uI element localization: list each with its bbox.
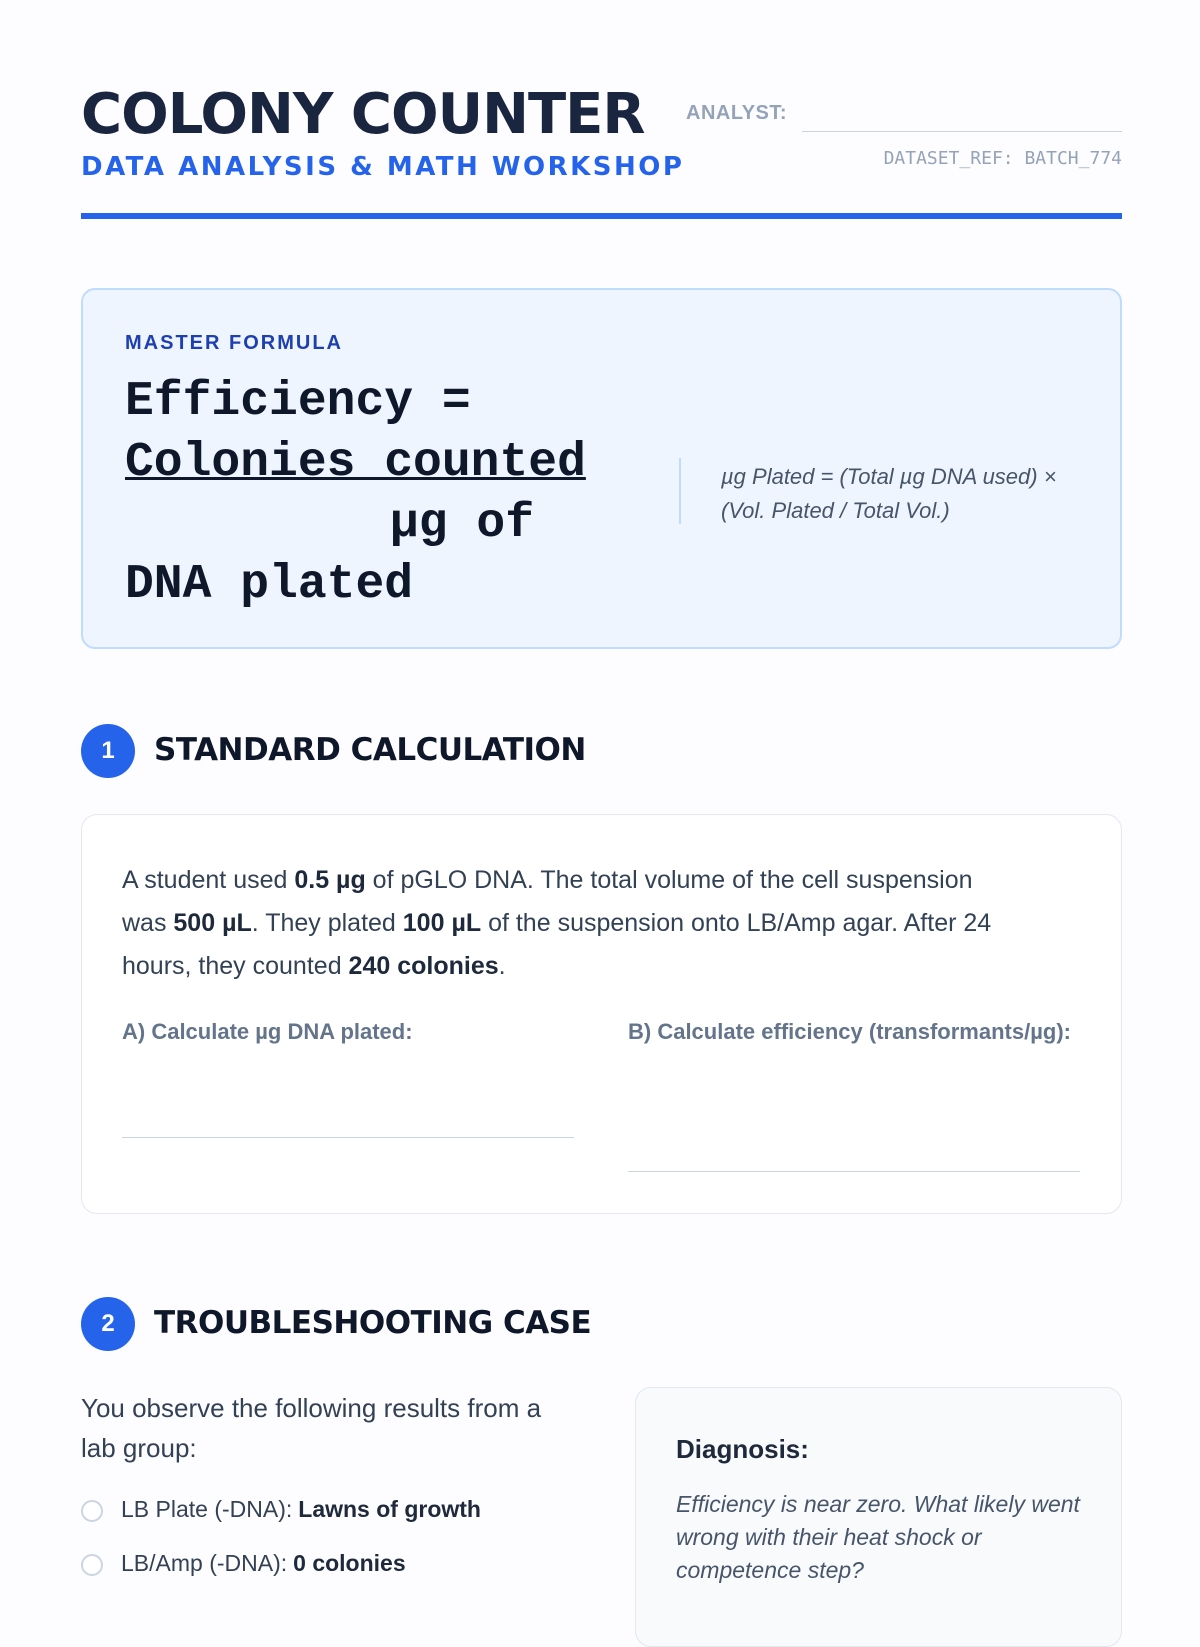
troubleshooting-intro: You observe the following results from a lab group:	[81, 1393, 542, 1463]
problem-text: of the suspension onto LB/Amp agar. After 24 hours, they counted	[122, 909, 992, 980]
formula-denominator-line1: µg of	[390, 497, 535, 551]
radio-button[interactable]	[81, 1500, 103, 1522]
section-2-title: TROUBLESHOOTING CASE	[154, 1305, 592, 1341]
answer-a-field[interactable]	[122, 1137, 574, 1138]
result-row	[121, 1496, 481, 1523]
answer-b-field[interactable]	[628, 1171, 1080, 1172]
problem-text: A student used	[122, 866, 295, 894]
analyst-name-field[interactable]	[802, 131, 1122, 132]
formula-denominator-line2: DNA plated	[125, 558, 414, 612]
problem-statement	[122, 859, 1002, 988]
list-item[interactable]	[81, 1546, 601, 1600]
formula-expression	[125, 372, 625, 616]
analyst-label: ANALYST:	[686, 102, 788, 124]
diagnosis-prompt: Efficiency is near zero. What likely went wrong with their heat shock or competence step?	[676, 1491, 1080, 1583]
standard-calculation-card	[81, 814, 1122, 1214]
formula-lhs: Efficiency =	[125, 375, 471, 429]
problem-plated-volume: 100 µL	[402, 909, 482, 937]
problem-text: .	[498, 952, 506, 980]
results-list	[81, 1492, 601, 1600]
formula-numerator: Colonies counted	[125, 436, 586, 490]
diagnosis-title: Diagnosis:	[676, 1434, 809, 1464]
result-value: 0 colonies	[293, 1550, 406, 1576]
section-1-number-badge: 1	[81, 724, 135, 778]
result-value: Lawns of growth	[298, 1496, 481, 1522]
problem-text: of pGLO DNA. The total volume of the cell suspension was	[122, 866, 973, 937]
formula-label: MASTER FORMULA	[125, 332, 343, 354]
problem-colony-count: 240 colonies	[348, 952, 499, 980]
problem-dna-amount: 0.5 µg	[294, 866, 366, 894]
header	[81, 82, 1122, 222]
page-subtitle: DATA ANALYSIS & MATH WORKSHOP	[81, 152, 685, 182]
page-title: COLONY COUNTER	[81, 82, 645, 147]
header-divider	[81, 213, 1122, 219]
result-label: LB/Amp (-DNA):	[121, 1550, 288, 1576]
master-formula-box	[81, 288, 1122, 649]
list-item[interactable]	[81, 1492, 601, 1546]
formula-divider	[679, 458, 681, 524]
result-row	[121, 1550, 406, 1577]
question-a: A) Calculate µg DNA plated:	[122, 1019, 413, 1044]
diagnosis-card	[635, 1387, 1122, 1647]
result-label: LB Plate (-DNA):	[121, 1496, 293, 1522]
radio-button[interactable]	[81, 1554, 103, 1576]
problem-text: . They plated	[251, 909, 403, 937]
question-b: B) Calculate efficiency (transformants/µg):	[628, 1019, 1071, 1044]
formula-note: µg Plated = (Total µg DNA used) × (Vol. Plated / Total Vol.)	[721, 464, 1057, 523]
section-1-title: STANDARD CALCULATION	[154, 732, 586, 768]
dataset-ref: DATASET_REF: BATCH_774	[883, 148, 1122, 169]
problem-total-volume: 500 µL	[173, 909, 252, 937]
section-2-number-badge: 2	[81, 1297, 135, 1351]
